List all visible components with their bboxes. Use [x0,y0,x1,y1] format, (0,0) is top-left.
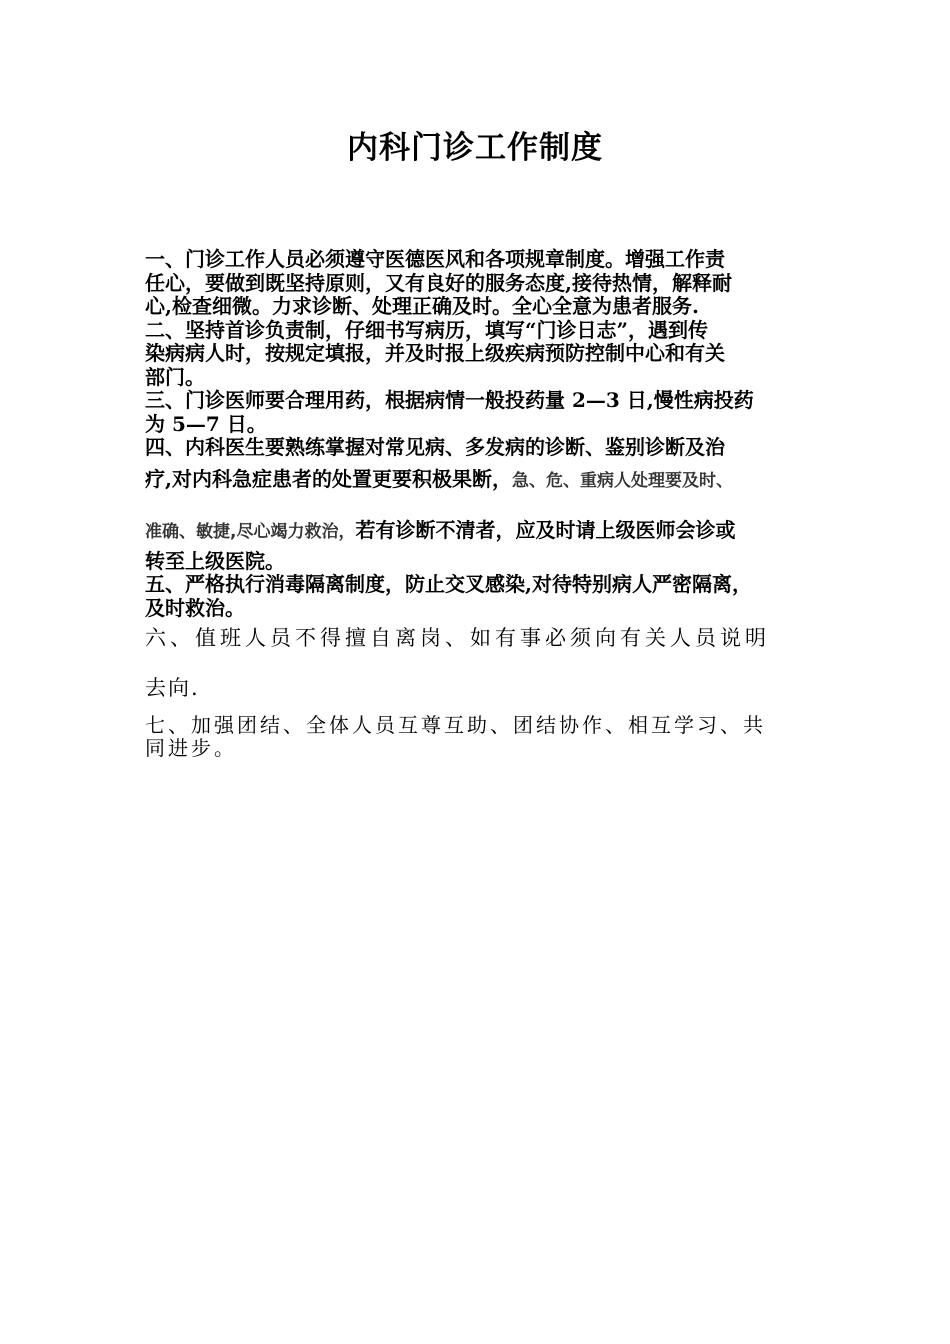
paragraph-line: 部门。 [145,364,205,389]
paragraph-line: 转至上级医院。 [145,548,285,573]
paragraph-6 [145,626,825,700]
paragraph-text: 若有诊断不清者，应及时请上级医师会诊或 [355,518,736,542]
paragraph-line: 染病病人时，按规定填报，并及时报上级疾病预防控制中心和有关 [145,341,725,365]
paragraph-line: 五、严格执行消毒隔离制度，防止交叉感染,对待特别病人严密隔离， [145,572,752,596]
paragraph-line: 任心，要做到既坚持原则，又有良好的服务态度,接待热情，解释耐 [145,270,732,295]
paragraph-line: 同进步。 [145,736,237,760]
paragraph-line: 六、值班人员不得擅自离岗、如有事必须向有关人员说明 [145,626,770,650]
paragraph-line: 心,检查细微。力求诊断、处理正确及时。全心全意为患者服务. [145,294,699,318]
paragraph-line: 一、门诊工作人员必须遵守医德医风和各项规章制度。增强工作责 [145,247,725,271]
paragraph-text: 疗,对内科急症患者的处置更要积极果断， [145,466,512,491]
paragraph-1 [145,248,825,319]
paragraph-line: 及时救治。 [145,595,245,620]
paragraph-line: 三、门诊医师要合理用药，根据病情一般投药量 2—3 日,慢性病投药 [145,388,754,412]
paragraph-5 [145,573,825,620]
paragraph-line: 七、加强团结、全体人员互尊互助、团结协作、相互学习、共 [145,713,766,737]
paragraph-line [145,519,825,545]
paragraph-line: 二、坚持首诊负责制，仔细书写病历，填写“门诊日志”，遇到传 [145,317,709,342]
paragraph-2 [145,319,825,390]
paragraph-3 [145,389,825,436]
paragraph-line: 去向. [145,676,200,700]
document-title: 内科门诊工作制度 [347,130,603,166]
paragraph-line: 为 5—7 日。 [145,411,267,436]
document-body [145,248,825,760]
paragraph-4 [145,436,825,573]
emphasis-text: 准确、敏捷,尽心竭力救治， [145,522,356,542]
emphasis-text: 急、危、重病人处理要及时、 [511,470,733,491]
paragraph-line: 四、内科医生要熟练掌握对常见病、多发病的诊断、鉴别诊断及治 [145,435,725,459]
paragraph-7 [145,714,825,760]
paragraph-line [145,468,825,494]
